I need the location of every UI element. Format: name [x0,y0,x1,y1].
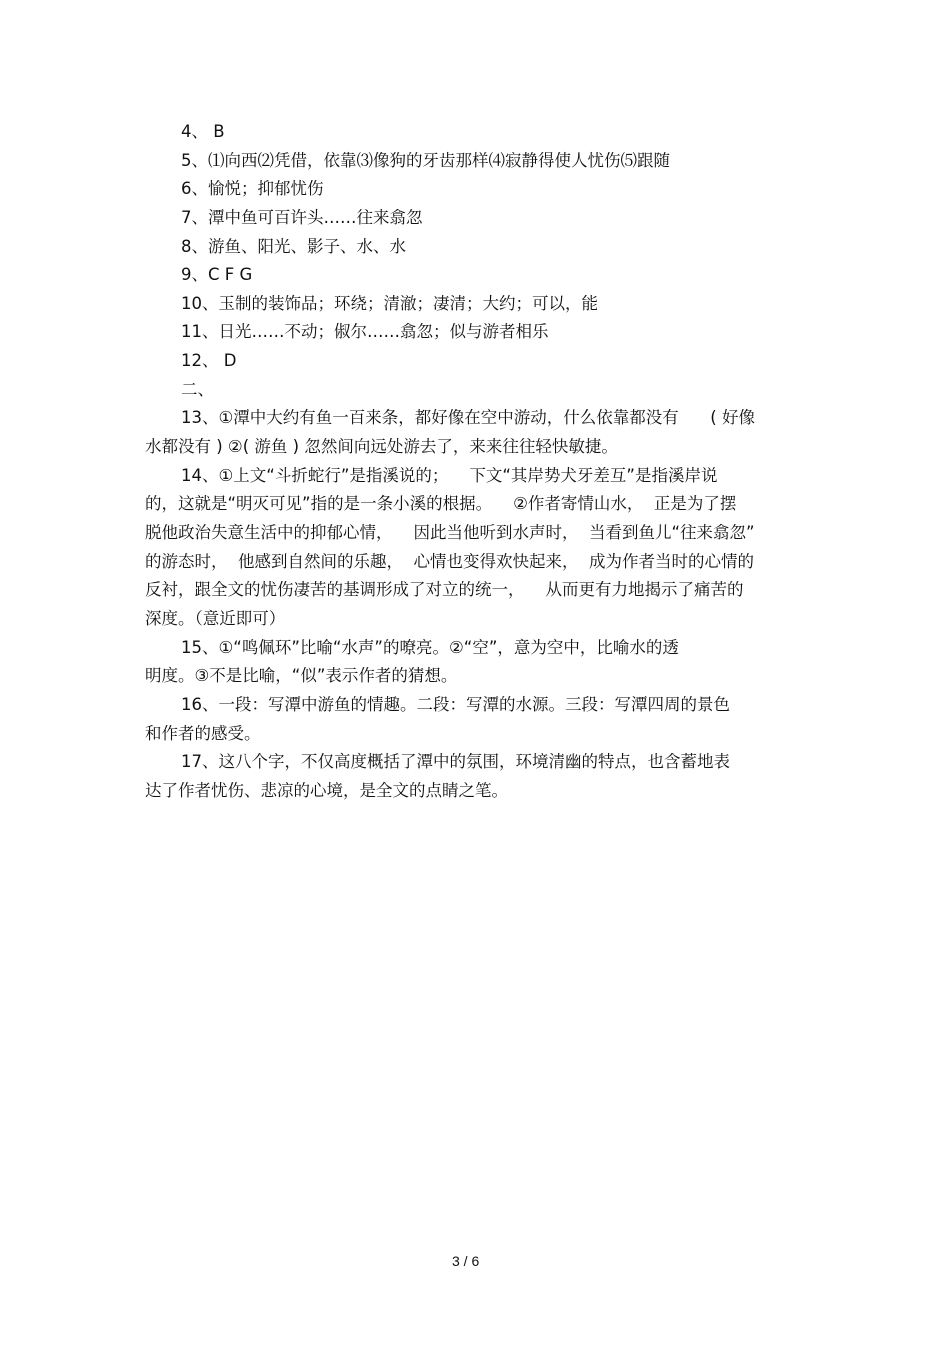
answer-9: 9、C F G [181,265,253,284]
answer-16-line-2: 和作者的感受。 [145,724,261,743]
answer-14-line-3: 脱他政治失意生活中的抑郁心情， 因此当他听到水声时， 当看到鱼儿“往来翕忽” [145,523,755,542]
answer-4: 4、 B [181,122,225,141]
answer-14-line-2: 的，这就是“明灭可见”指的是一条小溪的根据。 ②作者寄情山水， 正是为了摆 [145,494,737,513]
answer-10: 10、玉制的装饰品；环绕；清澈；凄清；大约；可以，能 [181,294,598,313]
answer-15-line-1: 15、①“鸣佩环”比喻“水声”的嘹亮。②“空”，意为空中，比喻水的透 [181,638,679,657]
answer-15-line-2: 明度。③不是比喻，“似”表示作者的猜想。 [145,666,458,685]
answer-11: 11、日光……不动；俶尔……翕忽；似与游者相乐 [181,322,549,341]
answer-13-line-1: 13、①潭中大约有鱼一百来条，都好像在空中游动，什么依靠都没有 ( 好像 [181,408,755,427]
answer-17-line-1: 17、这八个字，不仅高度概括了潭中的氛围，环境清幽的特点，也含蓄地表 [181,752,730,771]
answer-7: 7、潭中鱼可百许头……往来翕忽 [181,208,423,227]
answer-16-line-1: 16、一段：写潭中游鱼的情趣。二段：写潭的水源。三段：写潭四周的景色 [181,695,730,714]
answer-5: 5、⑴向西⑵凭借，依靠⑶像狗的牙齿那样⑷寂静得使人忧伤⑸跟随 [181,151,670,170]
answer-6: 6、愉悦；抑郁忧伤 [181,179,324,198]
answer-13-line-2: 水都没有 ) ②( 游鱼 ) 忽然间向远处游去了，来来往往轻快敏捷。 [145,437,618,456]
answer-14-line-6: 深度。（意近即可） [145,609,286,628]
answer-12: 12、 D [181,351,237,370]
answer-8: 8、游鱼、阳光、影子、水、水 [181,237,406,256]
answer-14-line-4: 的游态时， 他感到自然间的乐趣， 心情也变得欢快起来， 成为作者当时的心情的 [145,552,754,571]
answer-14-line-1: 14、①上文“斗折蛇行”是指溪说的； 下文“其岸势犬牙差互”是指溪岸说 [181,466,718,485]
answer-14-line-5: 反衬，跟全文的忧伤凄苦的基调形成了对立的统一， 从而更有力地揭示了痛苦的 [145,580,744,599]
answer-17-line-2: 达了作者忧伤、悲凉的心境，是全文的点睛之笔。 [145,781,508,800]
section-heading: 二、 [181,380,214,399]
page-number: 3 / 6 [452,1253,480,1269]
